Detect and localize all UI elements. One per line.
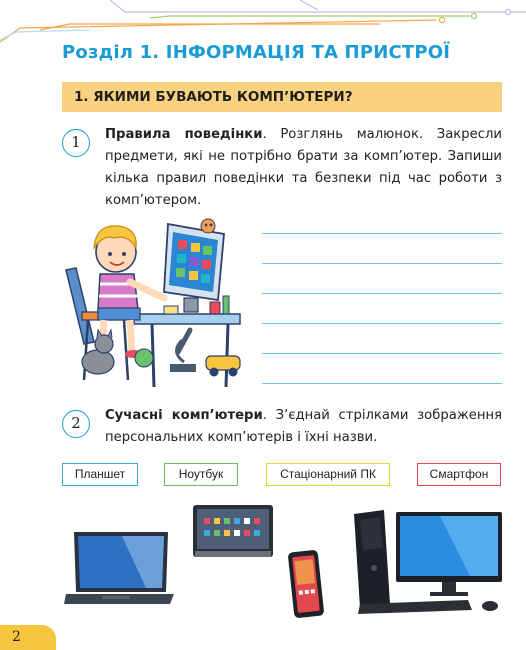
label-desktop-pc[interactable]: Стаціонарний ПК bbox=[266, 463, 390, 486]
page-number-tab bbox=[0, 625, 56, 650]
task1-title: Правила поведінки bbox=[105, 127, 263, 142]
laptop-image[interactable] bbox=[62, 528, 174, 612]
writing-line[interactable] bbox=[262, 383, 502, 384]
section-banner bbox=[62, 82, 502, 112]
label-tablet[interactable]: Планшет bbox=[62, 463, 138, 486]
label-laptop[interactable]: Ноутбук bbox=[164, 463, 238, 486]
task2-instructions: . З’єднай стрілками зображення персональних комп’ютерів і їхні назви. bbox=[105, 408, 502, 445]
task2-text bbox=[105, 405, 502, 449]
boy-at-computer-illustration bbox=[58, 212, 258, 392]
desktop-pc-image[interactable] bbox=[350, 508, 506, 614]
writing-line[interactable] bbox=[262, 233, 502, 234]
label-smartphone[interactable]: Смартфон bbox=[417, 463, 501, 486]
page-number: 2 bbox=[12, 629, 21, 645]
task1-text bbox=[105, 124, 502, 212]
task-number-1: 1 bbox=[62, 129, 90, 157]
task-number-2: 2 bbox=[62, 410, 90, 438]
smartphone-image[interactable] bbox=[288, 550, 326, 620]
chapter-title: Розділ 1. ІНФОРМАЦІЯ ТА ПРИСТРОЇ bbox=[62, 42, 451, 63]
task1-instructions: . Розглянь малюнок. Закресли предмети, які не потрібно брати за комп’ютер. Запиши кілька правил поведінки та безпеки під час роботи з комп’ютером. bbox=[105, 127, 502, 208]
writing-line[interactable] bbox=[262, 293, 502, 294]
writing-line[interactable] bbox=[262, 263, 502, 264]
writing-line[interactable] bbox=[262, 323, 502, 324]
writing-line[interactable] bbox=[262, 353, 502, 354]
circuit-decoration bbox=[0, 0, 526, 48]
section-title: 1. ЯКИМИ БУВАЮТЬ КОМП’ЮТЕРИ? bbox=[74, 89, 353, 105]
task2-title: Сучасні комп’ютери bbox=[105, 408, 263, 423]
tablet-image[interactable] bbox=[192, 504, 274, 562]
